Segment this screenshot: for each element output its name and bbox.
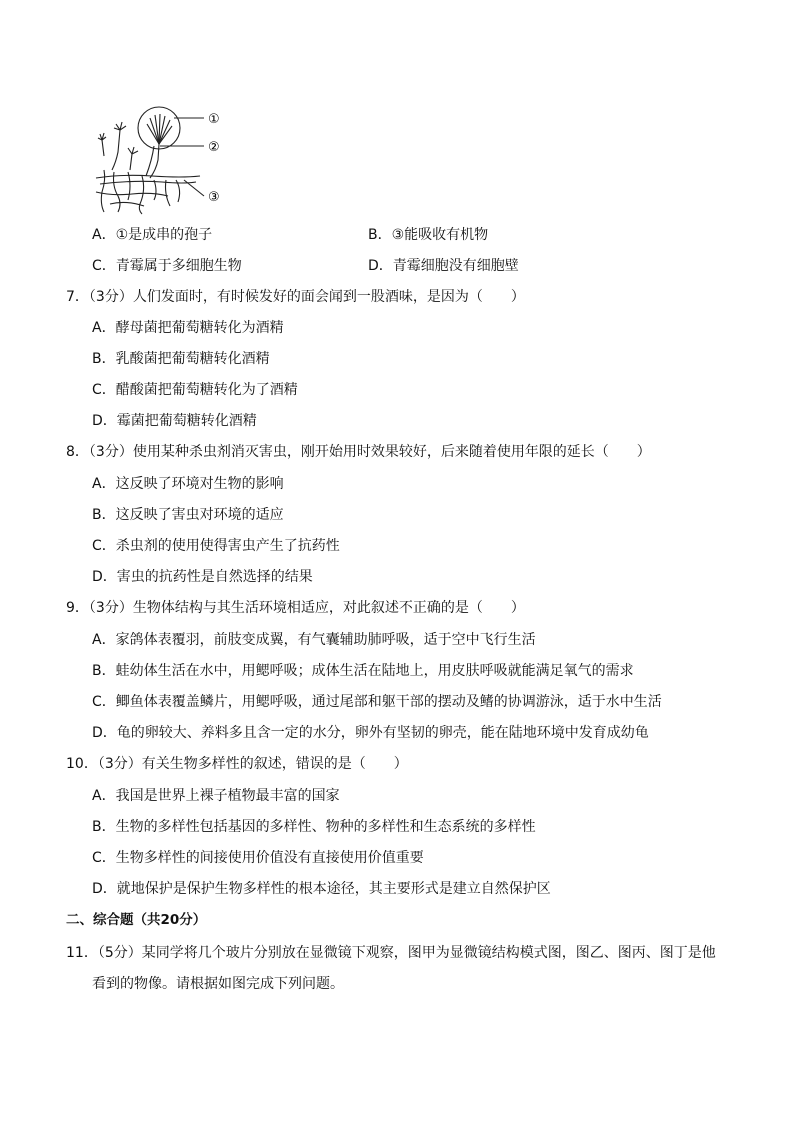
q7-option-b: B．乳酸菌把葡萄糖转化酒精 [92, 351, 270, 367]
q10-option-b: B．生物的多样性包括基因的多样性、物种的多样性和生态系统的多样性 [92, 819, 536, 835]
q6-option-c: C．青霉属于多细胞生物 [92, 258, 242, 274]
q10-option-c: C．生物多样性的间接使用价值没有直接使用价值重要 [92, 850, 424, 866]
q6-option-b: B．③能吸收有机物 [368, 227, 489, 243]
q7-option-d: D．霉菌把葡萄糖转化酒精 [92, 413, 257, 429]
q8-option-d: D．害虫的抗药性是自然选择的结果 [92, 569, 313, 585]
section-title: 二、综合题（共20分） [66, 912, 207, 928]
q7-stem: 7．（3分）人们发面时，有时候发好的面会闻到一股酒味，是因为（ ） [66, 289, 525, 305]
q8-stem: 8．（3分）使用某种杀虫剂消灭害虫，刚开始用时效果较好，后来随着使用年限的延长（ ） [66, 444, 651, 460]
q6-option-d: D．青霉细胞没有细胞壁 [368, 258, 519, 274]
penicillium-diagram [92, 100, 252, 218]
q9-option-b: B．蛙幼体生活在水中，用鳃呼吸；成体生活在陆地上，用皮肤呼吸就能满足氧气的需求 [92, 663, 634, 679]
q8-option-c: C．杀虫剂的使用使得害虫产生了抗药性 [92, 538, 340, 554]
q6-option-a: A．①是成串的孢子 [92, 227, 213, 243]
q10-option-a: A．我国是世界上裸子植物最丰富的国家 [92, 788, 340, 804]
q9-option-c: C．鲫鱼体表覆盖鳞片，用鳃呼吸，通过尾部和躯干部的摆动及鳍的协调游泳，适于水中生活 [92, 694, 662, 710]
q11-stem-line2: 看到的物像。请根据如图完成下列问题。 [92, 976, 344, 992]
q10-option-d: D．就地保护是保护生物多样性的根本途径，其主要形式是建立自然保护区 [92, 881, 551, 897]
q7-option-c: C．醋酸菌把葡萄糖转化为了酒精 [92, 382, 298, 398]
label-2: ② [208, 140, 220, 155]
label-1: ① [208, 112, 220, 127]
q8-option-a: A．这反映了环境对生物的影响 [92, 476, 284, 492]
q7-option-a: A．酵母菌把葡萄糖转化为酒精 [92, 320, 284, 336]
q9-option-d: D．龟的卵较大、养料多且含一定的水分，卵外有坚韧的卵壳，能在陆地环境中发育成幼龟 [92, 725, 649, 741]
q8-option-b: B．这反映了害虫对环境的适应 [92, 507, 284, 523]
label-3: ③ [208, 190, 220, 205]
q11-stem-line1: 11．（5分）某同学将几个玻片分别放在显微镜下观察，图甲为显微镜结构模式图，图乙、图丙、图丁是他 [66, 945, 716, 961]
penicillium-figure [92, 100, 252, 218]
q9-stem: 9．（3分）生物体结构与其生活环境相适应，对此叙述不正确的是（ ） [66, 600, 525, 616]
q10-stem: 10．（3分）有关生物多样性的叙述，错误的是（ ） [66, 756, 408, 772]
q9-option-a: A．家鸽体表覆羽，前肢变成翼，有气囊辅助肺呼吸，适于空中飞行生活 [92, 632, 536, 648]
